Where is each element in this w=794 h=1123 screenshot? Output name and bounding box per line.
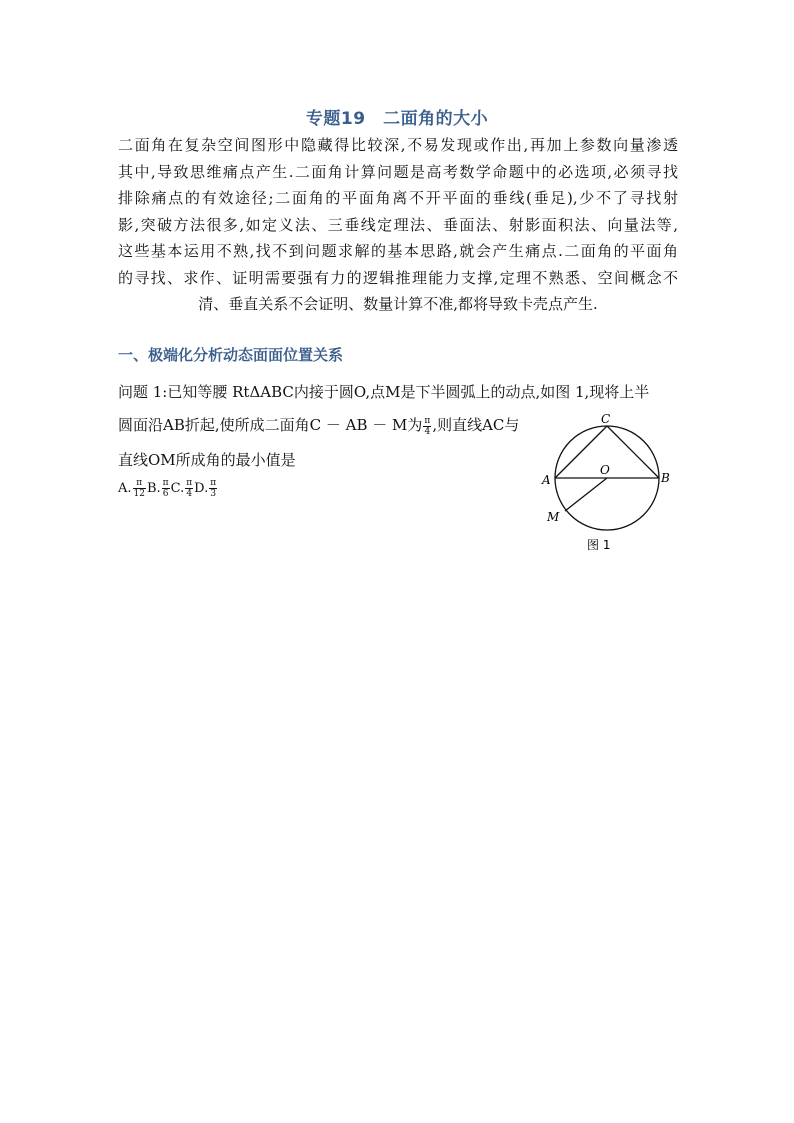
fraction: $\frac{\pi}{3}$ <box>210 478 217 499</box>
label-o: O <box>600 463 610 477</box>
fraction: $\frac{\pi}{6}$ <box>162 478 169 499</box>
label-b: B <box>661 471 670 485</box>
choice-c: C. $\frac{\pi}{4}$ <box>170 478 193 499</box>
answer-choices <box>118 478 218 499</box>
choice-b: B. $\frac{\pi}{6}$ <box>146 478 169 499</box>
page-title: 专题19 二面角的大小 <box>305 109 489 129</box>
problem-text: ,则直线AC与 <box>432 416 520 434</box>
figure-caption: 图 1 <box>587 538 611 552</box>
intro-line: 这些基本运用不熟,找不到问题求解的基本思路,就会产生痛点.二面角的平面角 <box>118 242 678 260</box>
fraction: $\frac{\pi}{4}$ <box>186 478 193 499</box>
fraction-numerator: π <box>424 415 431 426</box>
intro-line: 清、垂直关系不会证明、数量计算不准,都将导致卡壳点产生. <box>198 295 598 313</box>
intro-paragraph <box>118 132 678 318</box>
label-c: C <box>601 412 611 426</box>
section-heading: 一、极端化分析动态面面位置关系 <box>118 346 344 364</box>
problem-text: 圆面沿AB折起,使所成二面角C － AB － M为 <box>118 416 423 434</box>
intro-line: 的寻找、求作、证明需要强有力的逻辑推理能力支撑,定理不熟悉、空间概念不 <box>118 268 678 287</box>
problem-line: 直线OM所成角的最小值是 <box>118 451 296 469</box>
fraction: $\frac{\pi}{12}$ <box>133 478 145 499</box>
choice-a: A. $\frac{\pi}{12}$ <box>118 478 145 499</box>
fraction-denominator: 4 <box>424 426 431 437</box>
segment-om <box>565 478 607 511</box>
problem-line: 问题 1:已知等腰 RtΔABC内接于圆O,点M是下半圆弧上的动点,如图 1,现将上半 <box>118 383 650 401</box>
fraction <box>423 416 431 437</box>
choice-d: D. $\frac{\pi}{3}$ <box>194 478 217 499</box>
problem-line <box>118 414 519 437</box>
figure-1-circle-diagram <box>535 408 685 558</box>
intro-line: 二面角在复杂空间图形中隐藏得比较深,不易发现或作出,再加上参数向量渗透 <box>118 136 678 154</box>
label-m: M <box>547 510 560 524</box>
intro-line: 排除痛点的有效途径;二面角的平面角离不开平面的垂线(垂足),少不了寻找射 <box>118 189 678 207</box>
intro-line: 其中,导致思维痛点产生.二面角计算问题是高考数学命题中的必选项,必须寻找 <box>118 162 678 181</box>
label-a: A <box>542 473 551 487</box>
segment-cb <box>607 426 659 478</box>
intro-line: 影,突破方法很多,如定义法、三垂线定理法、垂面法、射影面积法、向量法等, <box>118 215 678 234</box>
